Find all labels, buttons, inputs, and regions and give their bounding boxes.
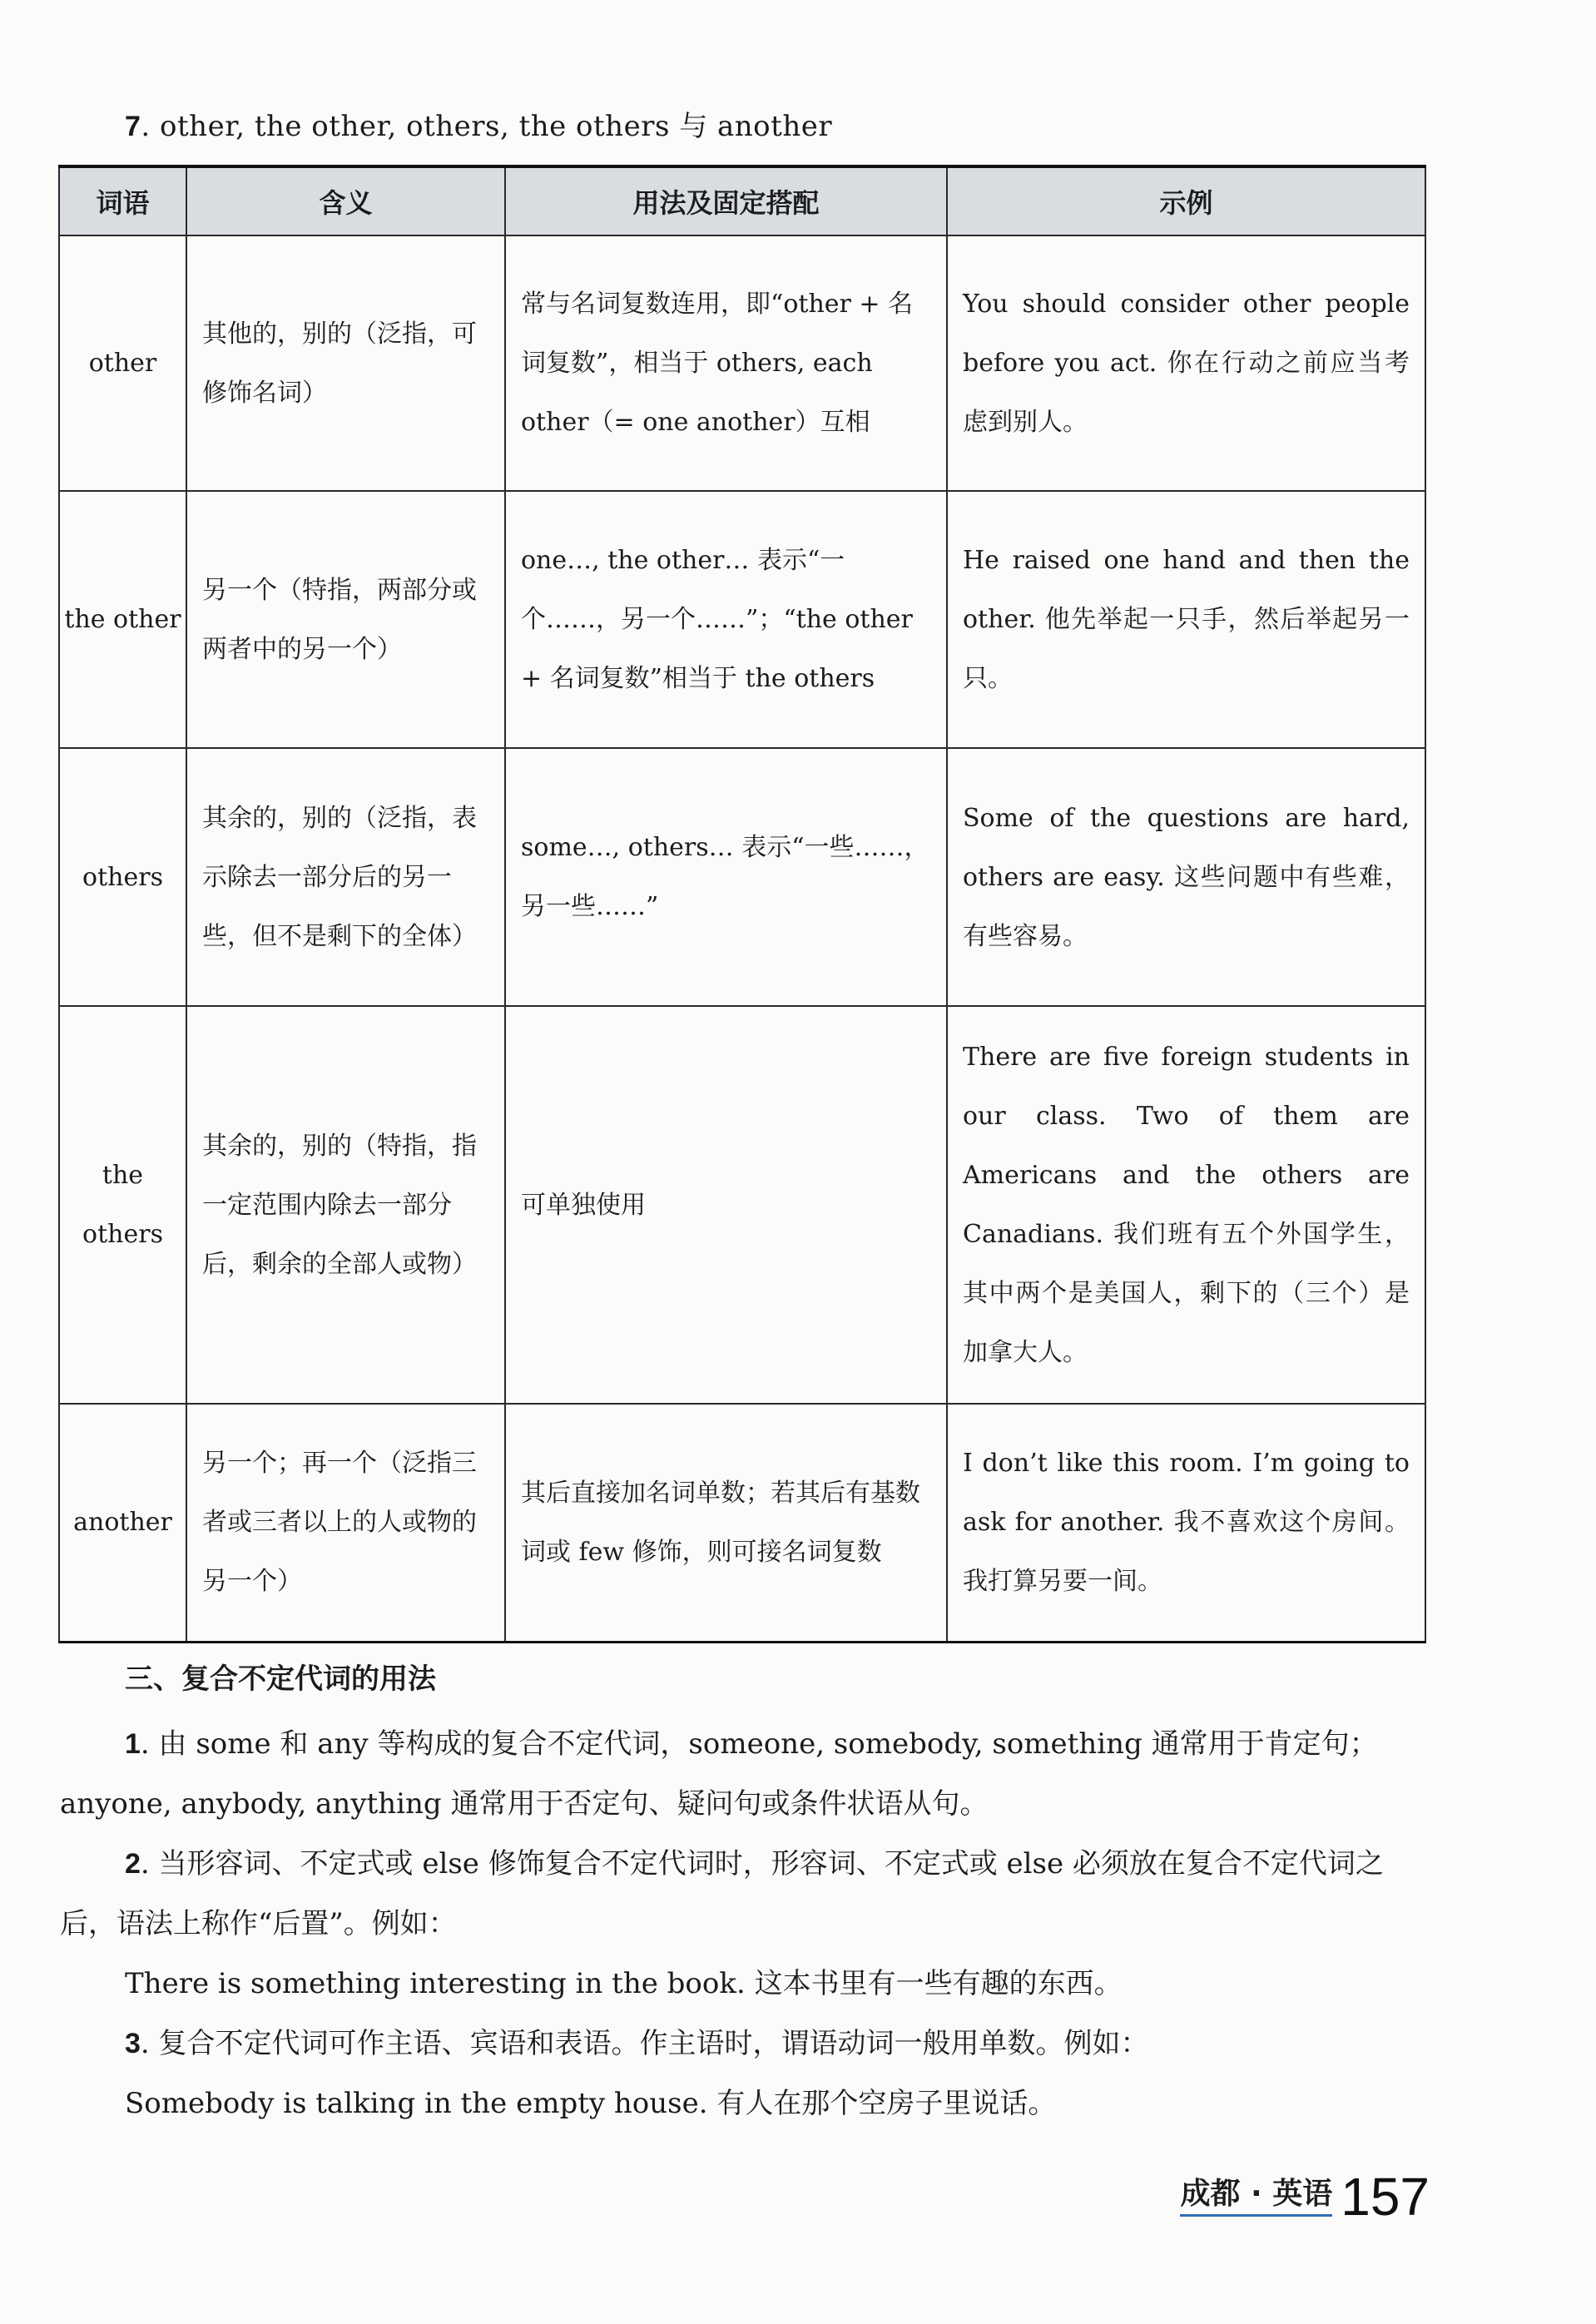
meaning-cell: 另一个；再一个（泛指三者或三者以上的人或物的另一个） <box>186 1404 505 1642</box>
meaning-cell: 其余的，别的（特指，指一定范围内除去一部分后，剩余的全部人或物） <box>186 1006 505 1404</box>
meaning-cell: 其他的，别的（泛指，可修饰名词） <box>186 235 505 491</box>
word-cell: others <box>59 748 186 1006</box>
word-cell: another <box>59 1404 186 1642</box>
word-cell: the other <box>59 491 186 748</box>
page-number: 157 <box>1341 2167 1430 2227</box>
table-row <box>59 1006 1425 1404</box>
rule-number: 3 <box>125 2028 141 2059</box>
rule-text: . 复合不定代词可作主语、宾语和表语。作主语时，谓语动词一般用单数。例如： <box>140 2027 1149 2060</box>
rule-paragraph-2 <box>60 1834 1426 1954</box>
word-cell: other <box>59 235 186 491</box>
rule-paragraph-3 <box>60 2014 1426 2074</box>
section-7-title-text: . other, the other, others, the others 与 another <box>141 110 833 143</box>
header-usage: 用法及固定搭配 <box>505 166 947 235</box>
usage-cell: some…, others… 表示“一些……，另一些……” <box>505 748 947 1006</box>
rule-number: 2 <box>125 1848 141 1880</box>
example-cell: He raised one hand and then the other. 他先举起一只手，然后举起另一只。 <box>947 491 1425 748</box>
table-row <box>59 491 1425 748</box>
section-7-title <box>125 103 832 144</box>
header-meaning: 含义 <box>186 166 505 235</box>
example-cell: You should consider other people before you act. 你在行动之前应当考虑到别人。 <box>947 235 1425 491</box>
rule-text: . 当形容词、不定式或 else 修饰复合不定代词时，形容词、不定式或 else 必须放在复合不定代词之后，语法上称作“后置”。例如： <box>60 1847 1384 1940</box>
word-cell: the others <box>59 1006 186 1404</box>
meaning-cell: 另一个（特指，两部分或两者中的另一个） <box>186 491 505 748</box>
section-3-heading: 三、复合不定代词的用法 <box>125 1662 436 1696</box>
table-row <box>59 748 1425 1006</box>
table-header-row <box>59 166 1425 235</box>
footer-label: 成都 · 英语 <box>1180 2170 1332 2217</box>
usage-cell: 常与名词复数连用，即“other + 名词复数”，相当于 others, each other（= one another）互相 <box>505 235 947 491</box>
rule-paragraph-1 <box>60 1714 1426 1834</box>
pronoun-usage-table <box>58 165 1426 1643</box>
table-row <box>59 1404 1425 1642</box>
section-7-number: 7 <box>125 111 141 142</box>
meaning-cell: 其余的，别的（泛指，表示除去一部分后的另一些，但不是剩下的全体） <box>186 748 505 1006</box>
section-3-body <box>60 1714 1426 2133</box>
rule-text: . 由 some 和 any 等构成的复合不定代词，someone, somebody, something 通常用于肯定句；anyone, anybody, anything 通常用于否定句、疑问句或条件状语从句。 <box>60 1727 1378 1821</box>
rule-number: 1 <box>125 1728 141 1760</box>
header-example: 示例 <box>947 166 1425 235</box>
table-row <box>59 235 1425 491</box>
example-sentence: Somebody is talking in the empty house. 有人在那个空房子里说话。 <box>125 2087 1057 2120</box>
example-cell: There are five foreign students in our class. Two of them are Americans and the others are Canadians. 我们班有五个外国学生，其中两个是美国人，剩下的（三个）是加拿大人。 <box>947 1006 1425 1404</box>
example-sentence: There is something interesting in the book. 这本书里有一些有趣的东西。 <box>125 1967 1123 2000</box>
example-cell: Some of the questions are hard, others are easy. 这些问题中有些难，有些容易。 <box>947 748 1425 1006</box>
header-word: 词语 <box>59 166 186 235</box>
page-footer <box>1180 2167 1430 2227</box>
usage-cell: one…, the other… 表示“一个……，另一个……”；“the other + 名词复数”相当于 the others <box>505 491 947 748</box>
example-cell: I don’t like this room. I’m going to ask for another. 我不喜欢这个房间。我打算另要一间。 <box>947 1404 1425 1642</box>
usage-cell: 可单独使用 <box>505 1006 947 1404</box>
usage-cell: 其后直接加名词单数；若其后有基数词或 few 修饰，则可接名词复数 <box>505 1404 947 1642</box>
